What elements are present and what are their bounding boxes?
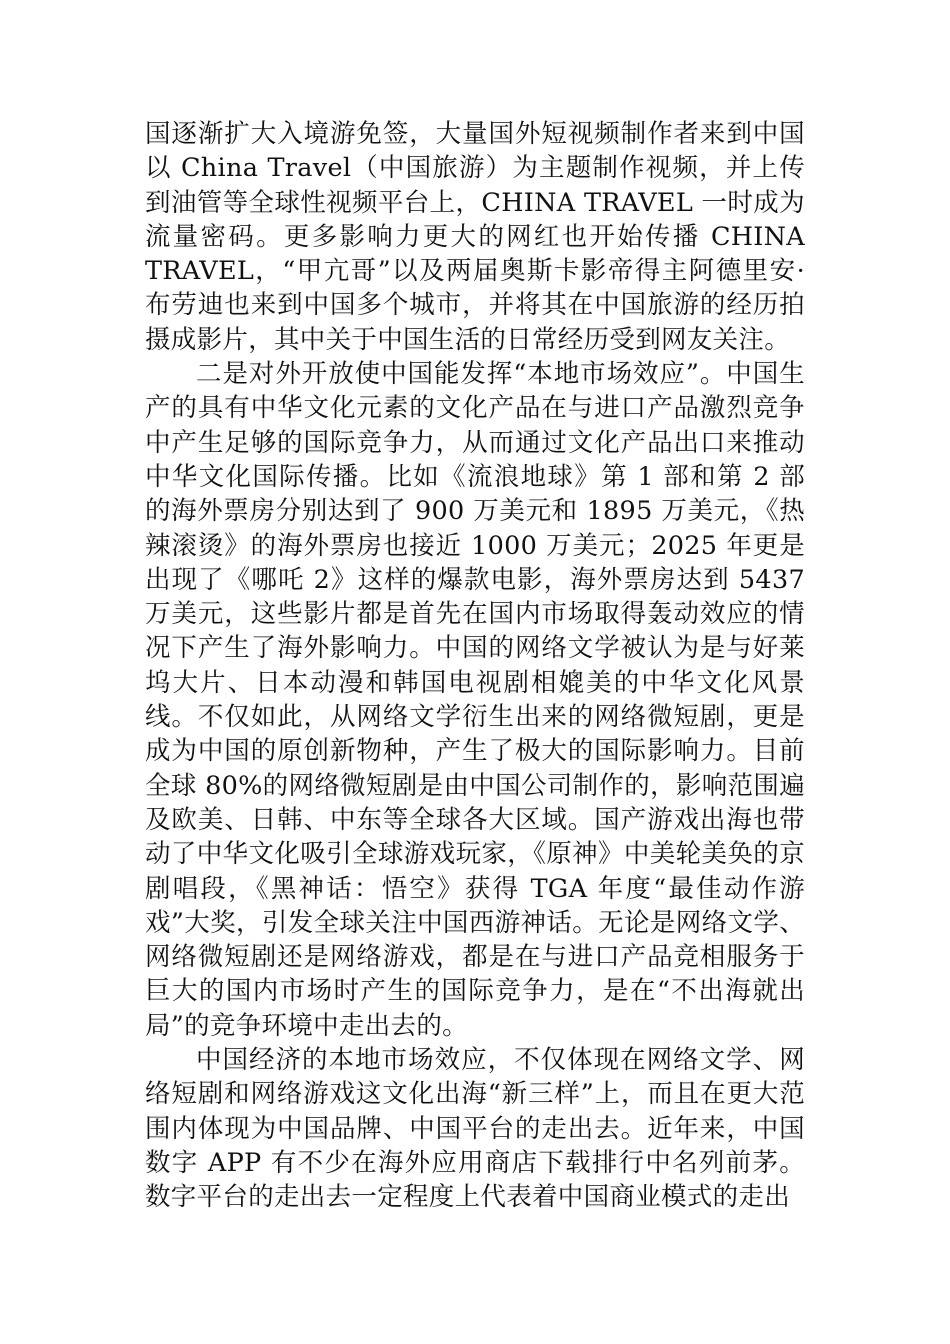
- paragraph-3: 中国经济的本地市场效应，不仅体现在网络文学、网络短剧和网络游戏这文化出海“新三样”上，而且在更大范围内体现为中国品牌、中国平台的走出去。近年来，中国数字 APP 有不少在海外应用商店下载排行中名列前茅。数字平台的走出去一定程度上代表着中国商业模式的走出: [145, 1045, 805, 1213]
- paragraph-2: 二是对外开放使中国能发挥“本地市场效应”。中国生产的具有中华文化元素的文化产品在与进口产品激烈竞争中产生足够的国际竞争力，从而通过文化产品出口来推动中华文化国际传播。比如《流浪地球》第 1 部和第 2 部的海外票房分别达到了 900 万美元和 1895 万美元，《热辣滚烫》的海外票房也接近 1000 万美元；2025 年更是出现了《哪吒 2》这样的爆款电影，海外票房达到 5437 万美元，这些影片都是首先在国内市场取得轰动效应的情况下产生了海外影响力。中国的网络文学被认为是与好莱坞大片、日本动漫和韩国电视剧相媲美的中华文化风景线。不仅如此，从网络文学衍生出来的网络微短剧，更是成为中国的原创新物种，产生了极大的国际影响力。目前全球 80%的网络微短剧是由中国公司制作的，影响范围遍及欧美、日韩、中东等全球各大区域。国产游戏出海也带动了中华文化吸引全球游戏玩家，《原神》中美轮美奂的京剧唱段，《黑神话：悟空》获得 TGA 年度“最佳动作游戏”大奖，引发全球关注中国西游神话。无论是网络文学、网络微短剧还是网络游戏，都是在与进口产品竞相服务于巨大的国内市场时产生的国际竞争力，是在“不出海就出局”的竞争环境中走出去的。: [145, 359, 805, 1041]
- paragraph-1: 国逐渐扩大入境游免签，大量国外短视频制作者来到中国以 China Travel（中国旅游）为主题制作视频，并上传到油管等全球性视频平台上，CHINA TRAVEL 一时成为流量密码。更多影响力更大的网红也开始传播 CHINA TRAVEL，“甲亢哥”以及两届奥斯卡影帝得主阿德里安·布劳迪也来到中国多个城市，并将其在中国旅游的经历拍摄成影片，其中关于中国生活的日常经历受到网友关注。: [145, 119, 805, 355]
- document-body: [145, 117, 805, 1215]
